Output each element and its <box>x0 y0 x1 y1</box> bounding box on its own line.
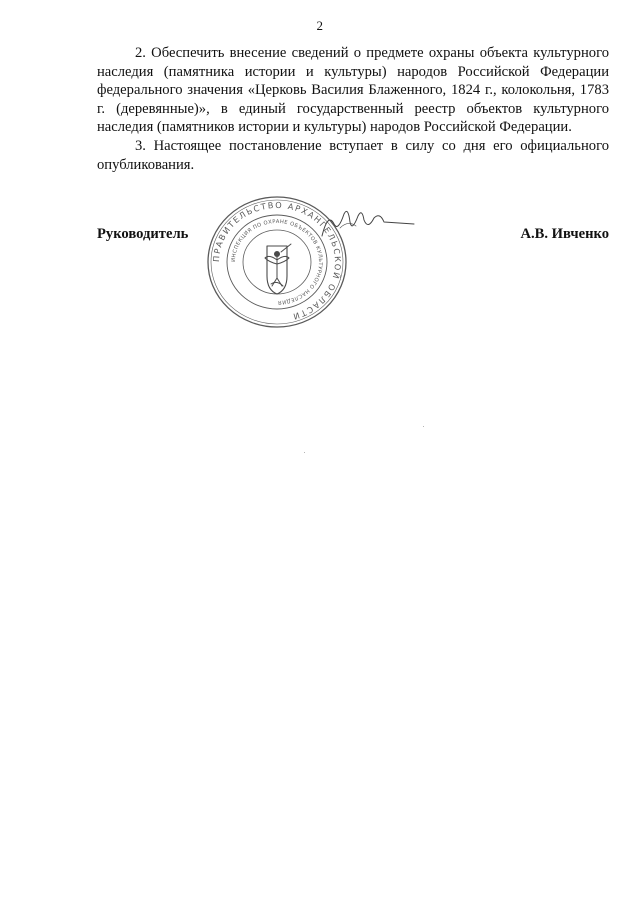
scan-speck <box>423 426 424 427</box>
signatory-name: А.В. Ивченко <box>520 226 609 242</box>
paragraph-2 <box>97 44 609 137</box>
paragraph-3-line-1: 3. Настоящее постановление вступает в силу со дня его официального <box>135 137 609 154</box>
paragraph-3-line-2: опубликования. <box>97 156 195 173</box>
paragraph-2-line-5: объектов культурного наследия (памятников истории и культуры) народов <box>97 100 610 136</box>
handwritten-signature-icon <box>318 202 418 242</box>
coat-of-arms-icon <box>265 244 291 294</box>
paragraph-2-line-4: колокольня, 1783 г. (деревянные)», в единый государственный реестр <box>97 82 609 117</box>
paragraph-2-line-6: Российской Федерации. <box>423 119 572 136</box>
page-number: 2 <box>316 18 324 33</box>
signatory-title: Руководитель <box>97 226 189 242</box>
seal-outer-text: ПРАВИТЕЛЬСТВО АРХАНГЕЛЬСКОЙ ОБЛАСТИ <box>210 199 344 323</box>
seal-inner-text: ИНСПЕКЦИЯ ПО ОХРАНЕ ОБЪЕКТОВ КУЛЬТУРНОГО НАСЛЕДИЯ <box>230 218 324 306</box>
paragraph-3 <box>97 137 609 174</box>
scan-speck <box>304 452 305 453</box>
paragraph-2-line-2: культурного наследия (памятника истории и культуры) народов Российской <box>97 45 609 80</box>
paragraph-2-line-1: 2. Обеспечить внесение сведений о предмете охраны объекта <box>135 45 529 61</box>
document-body <box>97 44 609 174</box>
paragraph-2-line-3: Федерации федерального значения «Церковь Василия Блаженного, 1824 г., <box>97 63 609 99</box>
